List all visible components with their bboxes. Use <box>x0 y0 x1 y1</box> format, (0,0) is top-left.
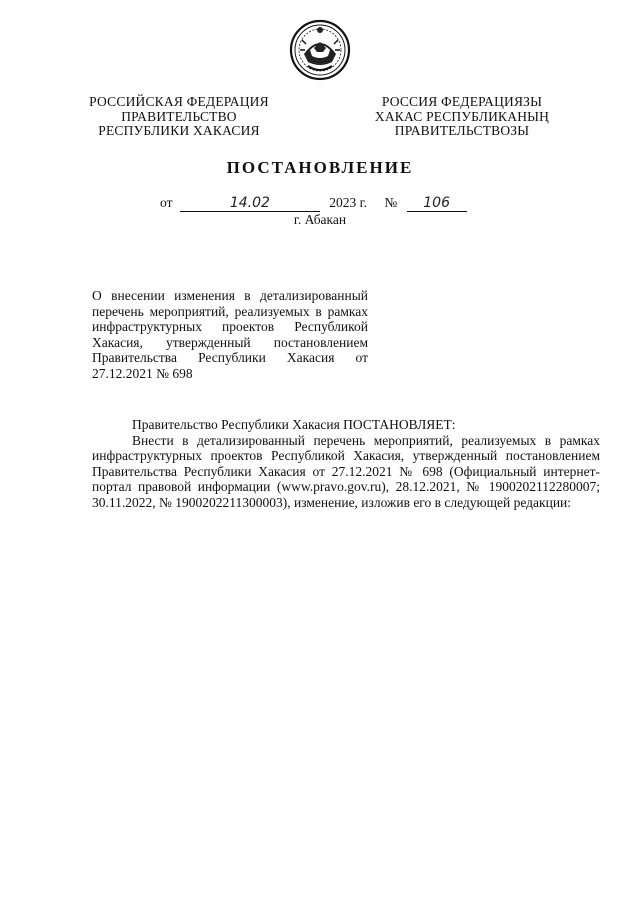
document-body <box>92 417 600 510</box>
body-paragraph-1: Правительство Республики Хакасия ПОСТАНОВЛЯЕТ: <box>132 417 456 432</box>
body-paragraph-2: Внести в детализированный перечень мероприятий, реализуемых в рамках инфраструктурных проектов Республикой Хакасия, утвержденный постановлением Правительства Республики Хакасия от 27.12.2021 № 698 (Официальный интернет-портал правовой информации (www.pravo.gov.ru), 28.12.2021, № 1900202112280007; 30.11.2022, № 1900202211300003), изменение, изложив его в следующей редакции: <box>92 432 600 510</box>
header-left <box>84 95 274 139</box>
document-title: ПОСТАНОВЛЕНИЕ <box>226 158 414 177</box>
header-right-line-3: ПРАВИТЕЛЬСТВОЗЫ <box>394 123 530 138</box>
coat-of-arms-icon <box>288 18 352 82</box>
header-left-line-3: РЕСПУБЛИКИ ХАКАСИЯ <box>98 123 260 138</box>
header-right <box>362 95 562 139</box>
year-label: 2023 г. <box>329 195 367 210</box>
document-subject: О внесении изменения в детализированный перечень мероприятий, реализуемых в рамках инфраструктурных проектов Республикой Хакасия, утвержденный постановлением Правительства Республики Хакасия от 27.12.2021 № 698 <box>92 288 368 381</box>
header-right-line-2: ХАКАС РЕСПУБЛИКАНЫҢ <box>374 108 550 124</box>
date-number-line <box>160 195 467 212</box>
header-right-line-1: РОССИЯ ФЕДЕРАЦИЯЗЫ <box>381 94 543 109</box>
header-left-line-2: ПРАВИТЕЛЬСТВО <box>121 108 237 124</box>
handwritten-date: 14.02 <box>180 195 320 212</box>
number-sign: № <box>384 195 398 210</box>
city-label: г. Абакан <box>293 212 347 227</box>
from-label: от <box>160 195 173 210</box>
handwritten-number: 106 <box>407 195 467 212</box>
header-left-line-1: РОССИЙСКАЯ ФЕДЕРАЦИЯ <box>89 94 269 109</box>
